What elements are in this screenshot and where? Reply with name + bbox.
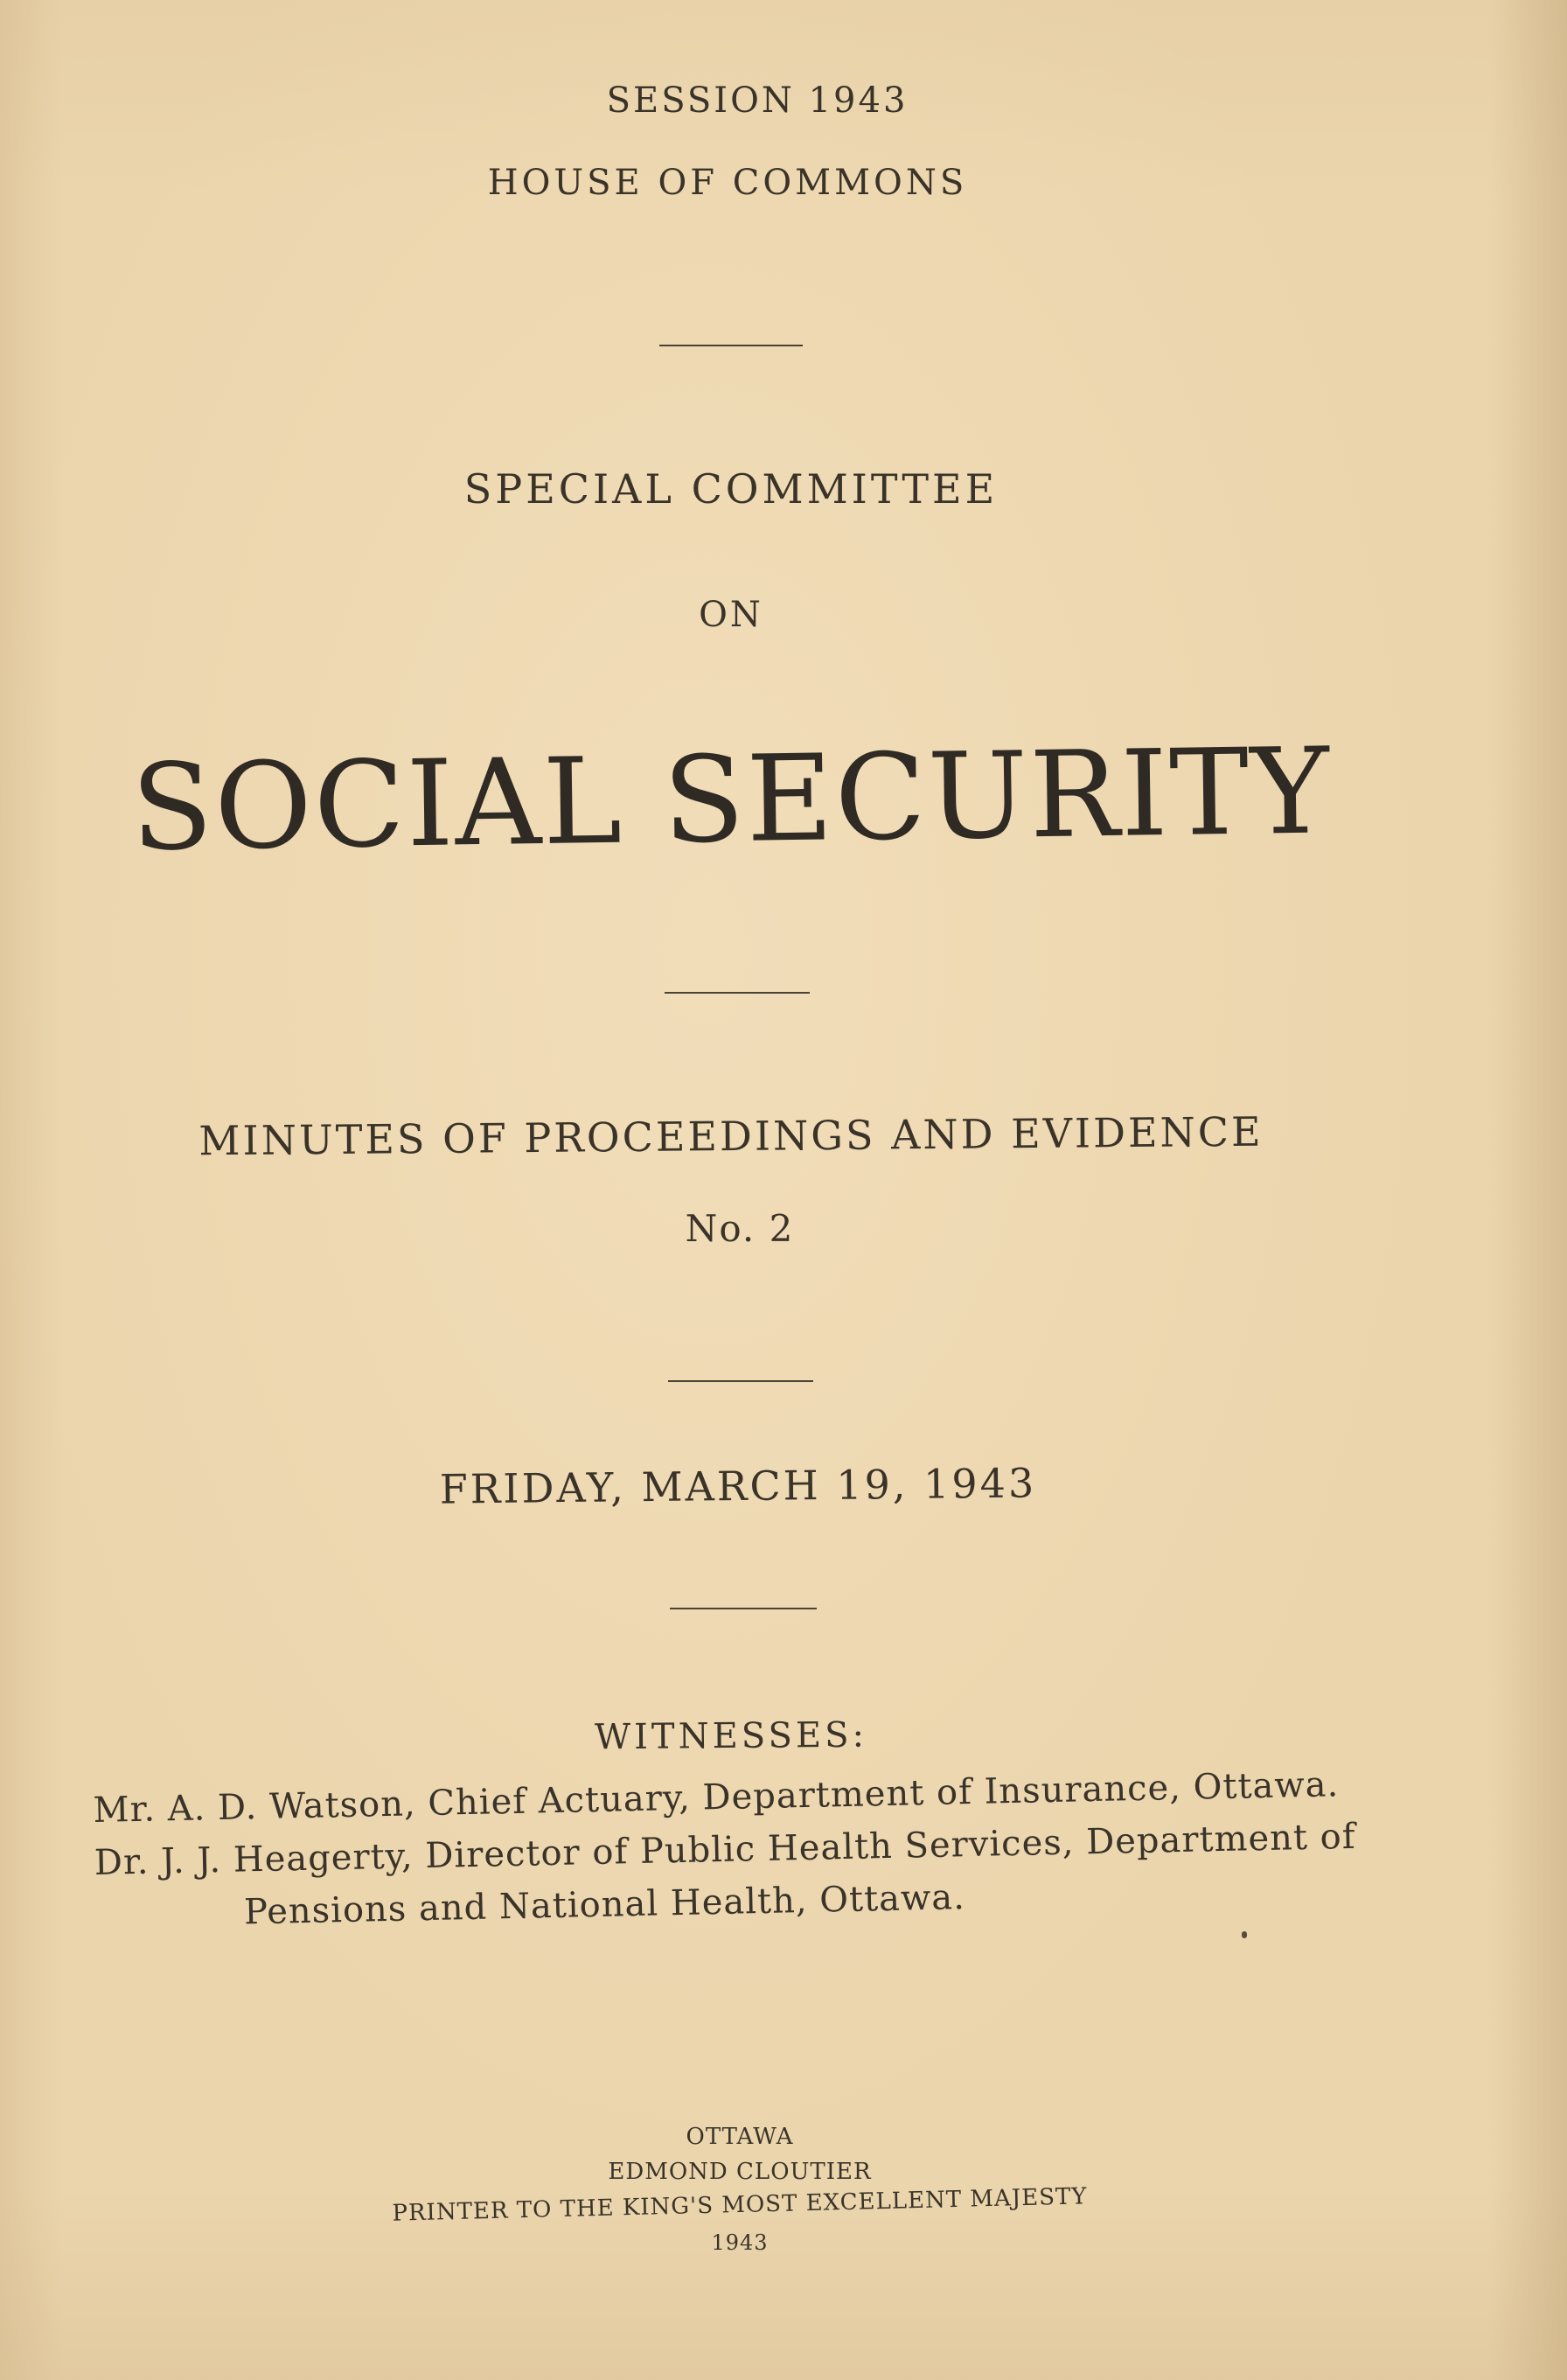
witness-entry: Mr. A. D. Watson, Chief Actuary, Department of Insurance, Ottawa. bbox=[93, 1764, 1340, 1831]
witness-entry: Dr. J. J. Heagerty, Director of Public Health Services, Department of bbox=[94, 1816, 1357, 1883]
proceedings-title: MINUTES OF PROCEEDINGS AND EVIDENCE bbox=[198, 1107, 1264, 1165]
imprint-city: OTTAWA bbox=[686, 2124, 794, 2150]
committee-line: SPECIAL COMMITTEE bbox=[463, 465, 999, 513]
imprint-printer: EDMOND CLOUTIER bbox=[608, 2159, 872, 2185]
imprint-printer-title: PRINTER TO THE KING'S MOST EXCELLENT MAJESTY bbox=[392, 2183, 1088, 2227]
divider-rule-4 bbox=[670, 1608, 817, 1609]
witness-entry-continuation: Pensions and National Health, Ottawa. bbox=[243, 1877, 966, 1933]
meeting-date: FRIDAY, MARCH 19, 1943 bbox=[439, 1459, 1037, 1513]
committee-on-line: ON bbox=[699, 595, 763, 635]
divider-rule-3 bbox=[668, 1380, 813, 1382]
divider-rule-2 bbox=[665, 992, 810, 994]
session-line: SESSION 1943 bbox=[606, 80, 909, 121]
main-title: SOCIAL SECURITY bbox=[129, 722, 1333, 878]
paper-speck bbox=[1242, 1931, 1247, 1938]
imprint-year: 1943 bbox=[711, 2230, 769, 2255]
witnesses-heading: WITNESSES: bbox=[594, 1714, 868, 1758]
house-of-commons-line: HOUSE OF COMMONS bbox=[487, 163, 968, 203]
divider-rule-1 bbox=[659, 345, 803, 346]
witness-list bbox=[93, 1756, 1424, 1942]
issue-number: No. 2 bbox=[685, 1207, 795, 1250]
